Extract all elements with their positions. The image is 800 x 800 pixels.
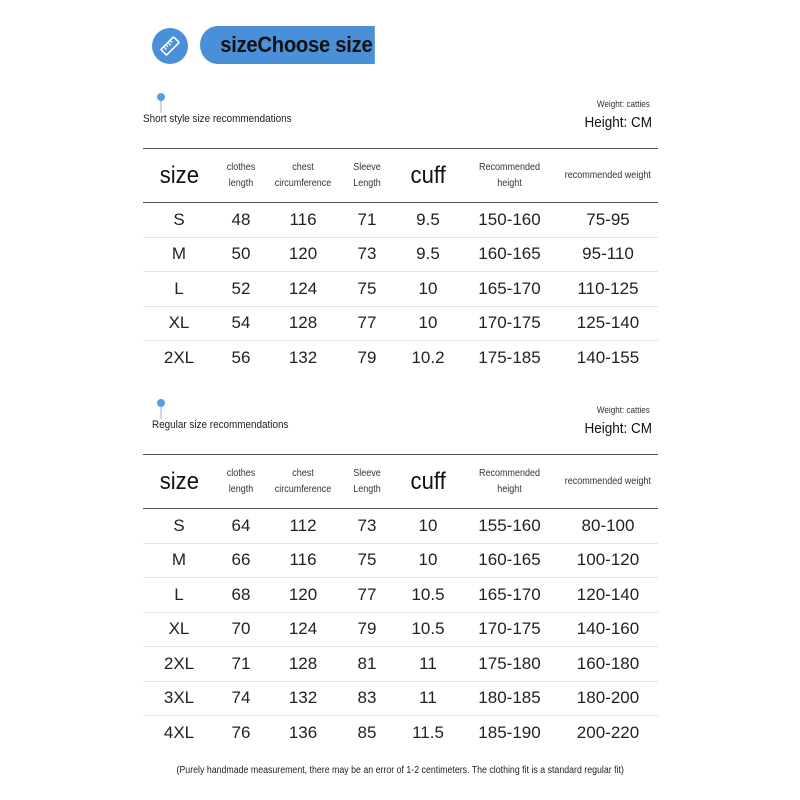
table-cell: 66 — [231, 550, 251, 570]
table-row — [143, 509, 658, 544]
table-cell: 11.5 — [412, 723, 444, 742]
table-cell: 79 — [357, 619, 377, 639]
table-cell: 132 — [288, 688, 318, 708]
table-cell: 180-185 — [478, 688, 541, 708]
table-cell: 73 — [357, 515, 377, 535]
table-cell: M — [171, 244, 187, 264]
table-cell: 165-170 — [478, 278, 541, 298]
table-cell: 77 — [357, 584, 377, 604]
table-cell: 10 — [418, 515, 438, 535]
table-cell: 2XL — [163, 348, 195, 367]
table-row — [143, 647, 658, 682]
table-cell: 85 — [357, 723, 377, 742]
table-cell: 200-220 — [576, 723, 640, 742]
table-cell: 120 — [288, 244, 318, 264]
table-cell: 3XL — [163, 688, 195, 708]
table-cell: XL — [168, 313, 190, 333]
regular-section — [143, 399, 658, 759]
column-header: Recommended height — [478, 161, 541, 189]
table-cell: 81 — [357, 653, 377, 673]
table-cell: 75-95 — [586, 209, 630, 229]
table-cell: 56 — [231, 348, 251, 367]
column-header: chest circumference — [274, 161, 332, 189]
column-header: clothes length — [226, 467, 256, 495]
column-header: recommended weight — [564, 169, 652, 181]
height-unit: Height: CM — [584, 114, 652, 131]
table-cell: 185-190 — [478, 723, 541, 742]
table-row — [143, 543, 658, 578]
table-cell: 9.5 — [416, 244, 440, 264]
measurement-note: (Purely handmade measurement, there may be an error of 1-2 centimeters. The clothing fit is a standard regular fit) — [176, 765, 624, 776]
table-cell: 136 — [288, 723, 318, 742]
table-cell: 160-165 — [478, 244, 541, 264]
table-cell: 76 — [231, 723, 251, 742]
table-cell: 124 — [288, 619, 318, 639]
table-cell: 10.5 — [411, 584, 445, 604]
table-cell: 124 — [288, 278, 318, 298]
table-cell: 71 — [231, 653, 251, 673]
table-row — [143, 681, 658, 716]
section-title: Regular size recommendations — [152, 419, 289, 431]
table-cell: 64 — [231, 515, 251, 535]
table-row — [143, 578, 658, 613]
table-row — [143, 716, 658, 751]
table-cell: L — [174, 584, 184, 604]
table-cell: 140-155 — [576, 348, 640, 367]
table-cell: 74 — [231, 688, 251, 708]
table-cell: 110-125 — [577, 278, 639, 298]
table-cell: 175-180 — [478, 653, 541, 673]
table-cell: 10 — [418, 278, 438, 298]
table-cell: 150-160 — [478, 209, 541, 229]
table-cell: 48 — [231, 209, 251, 229]
table-cell: 11 — [419, 653, 437, 673]
table-cell: 116 — [289, 209, 317, 229]
table-cell: XL — [168, 619, 190, 639]
table-cell: 11 — [419, 688, 437, 708]
table-cell: S — [173, 209, 185, 229]
section-dot-icon — [157, 399, 165, 407]
table-cell: 165-170 — [478, 584, 541, 604]
table-cell: 50 — [231, 244, 251, 264]
ruler-icon — [152, 28, 188, 64]
table-cell: 116 — [289, 550, 317, 570]
size-guide-header — [152, 26, 392, 64]
table-cell: 10 — [418, 313, 438, 333]
column-header: size — [159, 467, 199, 495]
table-cell: 160-180 — [576, 653, 640, 673]
height-unit: Height: CM — [584, 420, 652, 437]
table-cell: 10.2 — [411, 348, 445, 367]
table-cell: 132 — [288, 348, 318, 367]
table-cell: 75 — [357, 550, 377, 570]
table-cell: 128 — [288, 313, 318, 333]
table-cell: 79 — [357, 348, 377, 367]
table-cell: 54 — [231, 313, 251, 333]
table-cell: 160-165 — [478, 550, 541, 570]
table-cell: 71 — [357, 209, 377, 229]
column-header: clothes length — [226, 161, 256, 189]
table-row — [143, 237, 658, 272]
table-header-row — [143, 149, 658, 203]
table-row — [143, 306, 658, 341]
size-table-regular — [143, 454, 658, 750]
column-header: Sleeve Length — [353, 467, 381, 495]
table-cell: M — [171, 550, 187, 570]
table-cell: 68 — [231, 584, 251, 604]
table-cell: 52 — [231, 278, 251, 298]
table-cell: 75 — [357, 278, 377, 298]
table-cell: 112 — [289, 515, 317, 535]
column-header: Sleeve Length — [353, 161, 381, 189]
table-cell: 140-160 — [576, 619, 640, 639]
short-style-section — [143, 93, 658, 383]
column-header: recommended weight — [564, 475, 652, 487]
table-cell: L — [174, 278, 184, 298]
table-cell: 100-120 — [576, 550, 640, 570]
table-row — [143, 612, 658, 647]
table-cell: 128 — [288, 653, 318, 673]
header-banner: sizeChoose size — [200, 26, 375, 64]
table-cell: 77 — [357, 313, 377, 333]
table-row — [143, 203, 658, 238]
table-cell: 95-110 — [582, 244, 634, 264]
section-title: Short style size recommendations — [143, 113, 292, 125]
table-cell: 180-200 — [576, 688, 640, 708]
column-header: size — [159, 161, 199, 189]
table-cell: 80-100 — [581, 515, 635, 535]
weight-unit: Weight: catties — [597, 99, 650, 109]
table-row — [143, 272, 658, 307]
table-cell: 175-185 — [478, 348, 541, 367]
table-row — [143, 341, 658, 376]
column-header: cuff — [410, 467, 446, 495]
table-cell: 170-175 — [478, 619, 541, 639]
table-cell: 10.5 — [411, 619, 445, 639]
table-cell: S — [173, 515, 185, 535]
column-header: Recommended height — [478, 467, 541, 495]
table-cell: 155-160 — [478, 515, 541, 535]
table-cell: 70 — [231, 619, 251, 639]
size-table-short — [143, 148, 658, 375]
table-cell: 4XL — [163, 723, 195, 742]
column-header: cuff — [410, 161, 446, 189]
weight-unit: Weight: catties — [597, 405, 650, 415]
table-cell: 120-140 — [576, 584, 640, 604]
column-header: chest circumference — [274, 467, 332, 495]
table-cell: 2XL — [163, 653, 195, 673]
table-cell: 170-175 — [478, 313, 541, 333]
table-cell: 10 — [418, 550, 438, 570]
table-cell: 73 — [357, 244, 377, 264]
section-dot-icon — [157, 93, 165, 101]
table-cell: 120 — [288, 584, 318, 604]
table-cell: 83 — [357, 688, 377, 708]
table-header-row — [143, 455, 658, 509]
table-cell: 125-140 — [576, 313, 640, 333]
table-cell: 9.5 — [416, 209, 440, 229]
